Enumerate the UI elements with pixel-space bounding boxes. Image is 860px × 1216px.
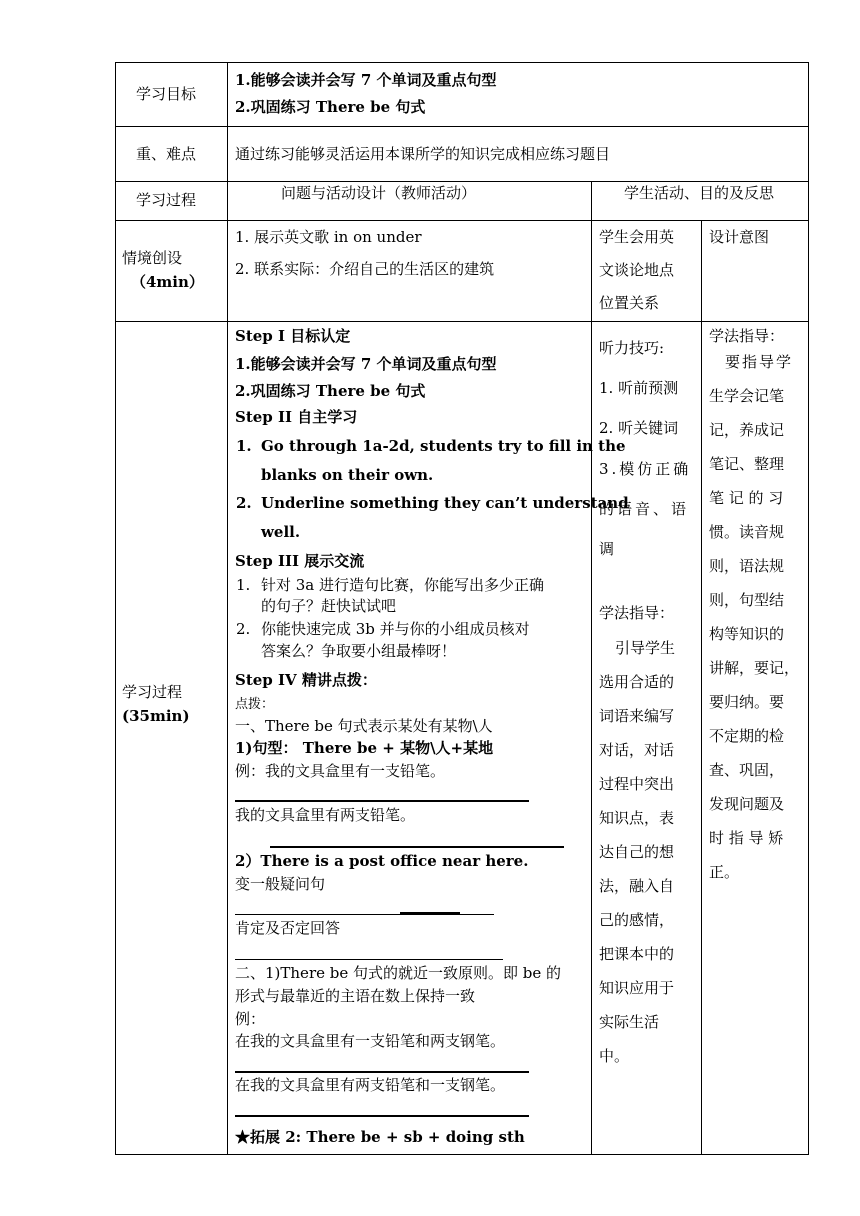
design-line-9: 构等知识的 xyxy=(709,625,785,643)
point-5: 2）There is a post office near here. xyxy=(235,852,529,870)
listening-tip-3a: 3.模仿正确 xyxy=(599,460,692,478)
design-line-4: 笔记、整理 xyxy=(709,455,785,473)
design-line-2: 生学会记笔 xyxy=(709,387,785,405)
answer-blank-6 xyxy=(235,1115,529,1117)
design-line-13: 查、巩固， xyxy=(709,761,785,779)
step-2-item-2-a: Underline something they can’t understand xyxy=(261,494,629,512)
table-border-right xyxy=(808,62,809,1155)
row-divider-4 xyxy=(115,321,809,322)
step-3-item-2-b: 答案么？争取要小组最棒呀！ xyxy=(261,642,457,660)
listening-tip-1: 1. 听前预测 xyxy=(599,379,679,397)
table-border-left xyxy=(115,62,116,1155)
student-method-line-6: 知识点，表 xyxy=(599,809,675,827)
student-method-line-8: 法，融入自 xyxy=(599,877,675,895)
col-divider-label xyxy=(227,62,228,1155)
situation-student-line-2: 文谈论地点 xyxy=(599,261,675,279)
listening-tip-2: 2. 听关键词 xyxy=(599,419,679,437)
situation-item-2: 2. 联系实际：介绍自己的生活区的建筑 xyxy=(235,260,495,278)
point-7: 肯定及否定回答 xyxy=(235,919,341,937)
table-border-top xyxy=(115,62,809,63)
step-1-line-1: 1.能够会读并会写 7 个单词及重点句型 xyxy=(235,355,497,373)
point-11: 在我的文具盒里有一支铅笔和两支钢笔。 xyxy=(235,1032,506,1050)
answer-blank-5 xyxy=(235,1071,529,1073)
listening-tips-title: 听力技巧: xyxy=(599,339,665,357)
key-points-text: 通过练习能够灵活运用本课所学的知识完成相应练习题目 xyxy=(235,145,611,163)
step-4-title: Step IV 精讲点拨： xyxy=(235,671,377,689)
point-6: 变一般疑问句 xyxy=(235,875,326,893)
answer-blank-3 xyxy=(235,914,494,915)
row-divider-3 xyxy=(115,220,809,221)
step-1-line-2: 2.巩固练习 There be 句式 xyxy=(235,382,426,400)
student-method-line-3: 词语来编写 xyxy=(599,707,675,725)
step-2-item-2-num: 2. xyxy=(236,494,252,512)
student-method-line-5: 过程中突出 xyxy=(599,775,675,793)
main-process-label: 学习过程 xyxy=(122,683,183,701)
student-method-line-11: 知识应用于 xyxy=(599,979,675,997)
design-line-15: 时 指 导 矫 xyxy=(709,829,784,847)
point-9: 形式与最靠近的主语在数上保持一致 xyxy=(235,987,476,1005)
situation-student-line-3: 位置关系 xyxy=(599,294,660,312)
col-divider-teacher xyxy=(591,181,592,1155)
point-8: 二、1)There be 句式的就近一致原则。即 be 的 xyxy=(235,964,562,982)
design-line-5: 笔 记 的 习 xyxy=(709,489,784,507)
step-3-item-1-a: 针对 3a 进行造句比赛，你能写出多少正确 xyxy=(261,576,545,594)
step-4-subtitle: 点拨： xyxy=(235,697,275,712)
point-4: 我的文具盒里有两支铅笔。 xyxy=(235,806,416,824)
situation-time: （4min） xyxy=(131,273,204,291)
answer-blank-3-mark xyxy=(400,912,460,914)
answer-blank-4 xyxy=(235,959,503,960)
step-2-item-1-a: Go through 1a-2d, students try to fill in the xyxy=(261,437,626,455)
key-points-label: 重、难点 xyxy=(136,145,197,163)
answer-blank-1 xyxy=(235,800,529,802)
objectives-line-1: 1.能够会读并会写 7 个单词及重点句型 xyxy=(235,71,497,89)
design-line-12: 不定期的检 xyxy=(709,727,785,745)
step-2-title: Step II 自主学习 xyxy=(235,408,358,426)
objectives-line-2: 2.巩固练习 There be 句式 xyxy=(235,98,426,116)
step-3-item-2-a: 你能快速完成 3b 并与你的小组成员核对 xyxy=(261,620,530,638)
student-method-line-1: 引导学生 xyxy=(615,639,676,657)
student-method-line-10: 把课本中的 xyxy=(599,945,675,963)
process-header-label: 学习过程 xyxy=(136,191,197,209)
student-activity-header: 学生活动、目的及反思 xyxy=(624,184,775,202)
table-border-bottom xyxy=(115,1154,809,1155)
student-method-line-4: 对话，对话 xyxy=(599,741,675,759)
point-2: 1)句型： There be + 某物\人+某地 xyxy=(235,739,494,757)
point-3: 例：我的文具盒里有一支铅笔。 xyxy=(235,762,446,780)
row-divider-1 xyxy=(115,126,809,127)
design-line-16: 正。 xyxy=(709,863,740,881)
situation-item-1: 1. 展示英文歌 in on under xyxy=(235,228,422,246)
step-3-item-1-b: 的句子？赶快试试吧 xyxy=(261,597,397,615)
row-divider-2 xyxy=(115,181,809,182)
student-method-line-13: 中。 xyxy=(599,1047,630,1065)
student-method-line-9: 己的感情， xyxy=(599,911,675,929)
step-3-item-2-num: 2. xyxy=(236,620,251,638)
listening-tip-3b: 的语音、语 xyxy=(599,500,690,518)
student-method-line-12: 实际生活 xyxy=(599,1013,660,1031)
answer-blank-2 xyxy=(270,846,564,848)
teacher-activity-header: 问题与活动设计（教师活动） xyxy=(281,184,477,202)
situation-design: 设计意图 xyxy=(709,228,770,246)
design-method-title: 学法指导： xyxy=(709,327,785,345)
design-line-7: 则，语法规 xyxy=(709,557,785,575)
student-method-title: 学法指导： xyxy=(599,604,675,622)
point-12: 在我的文具盒里有两支铅笔和一支钢笔。 xyxy=(235,1076,506,1094)
step-1-title: Step I 目标认定 xyxy=(235,327,351,345)
main-process-time: (35min) xyxy=(122,707,190,725)
design-line-3: 记，养成记 xyxy=(709,421,785,439)
design-line-1: 要指导学 xyxy=(725,353,794,371)
listening-tip-3c: 调 xyxy=(599,540,615,558)
point-13: ★拓展 2: There be + sb + doing sth xyxy=(235,1128,525,1146)
col-divider-student xyxy=(701,220,702,1155)
design-line-6: 惯。读音规 xyxy=(709,523,785,541)
point-10: 例： xyxy=(235,1010,266,1028)
point-1: 一、There be 句式表示某处有某物\人 xyxy=(235,717,493,735)
step-3-title: Step III 展示交流 xyxy=(235,552,365,570)
student-method-line-7: 达自己的想 xyxy=(599,843,675,861)
student-method-line-2: 选用合适的 xyxy=(599,673,675,691)
design-line-14: 发现问题及 xyxy=(709,795,785,813)
situation-student-line-1: 学生会用英 xyxy=(599,228,675,246)
design-line-11: 要归纳。要 xyxy=(709,693,785,711)
step-2-item-2-b: well. xyxy=(261,523,301,541)
step-3-item-1-num: 1. xyxy=(236,576,251,594)
situation-label: 情境创设 xyxy=(122,249,183,267)
objectives-label: 学习目标 xyxy=(136,85,197,103)
design-line-8: 则，句型结 xyxy=(709,591,785,609)
step-2-item-1-b: blanks on their own. xyxy=(261,466,434,484)
design-line-10: 讲解，要记， xyxy=(709,659,800,677)
step-2-item-1-num: 1. xyxy=(236,437,252,455)
